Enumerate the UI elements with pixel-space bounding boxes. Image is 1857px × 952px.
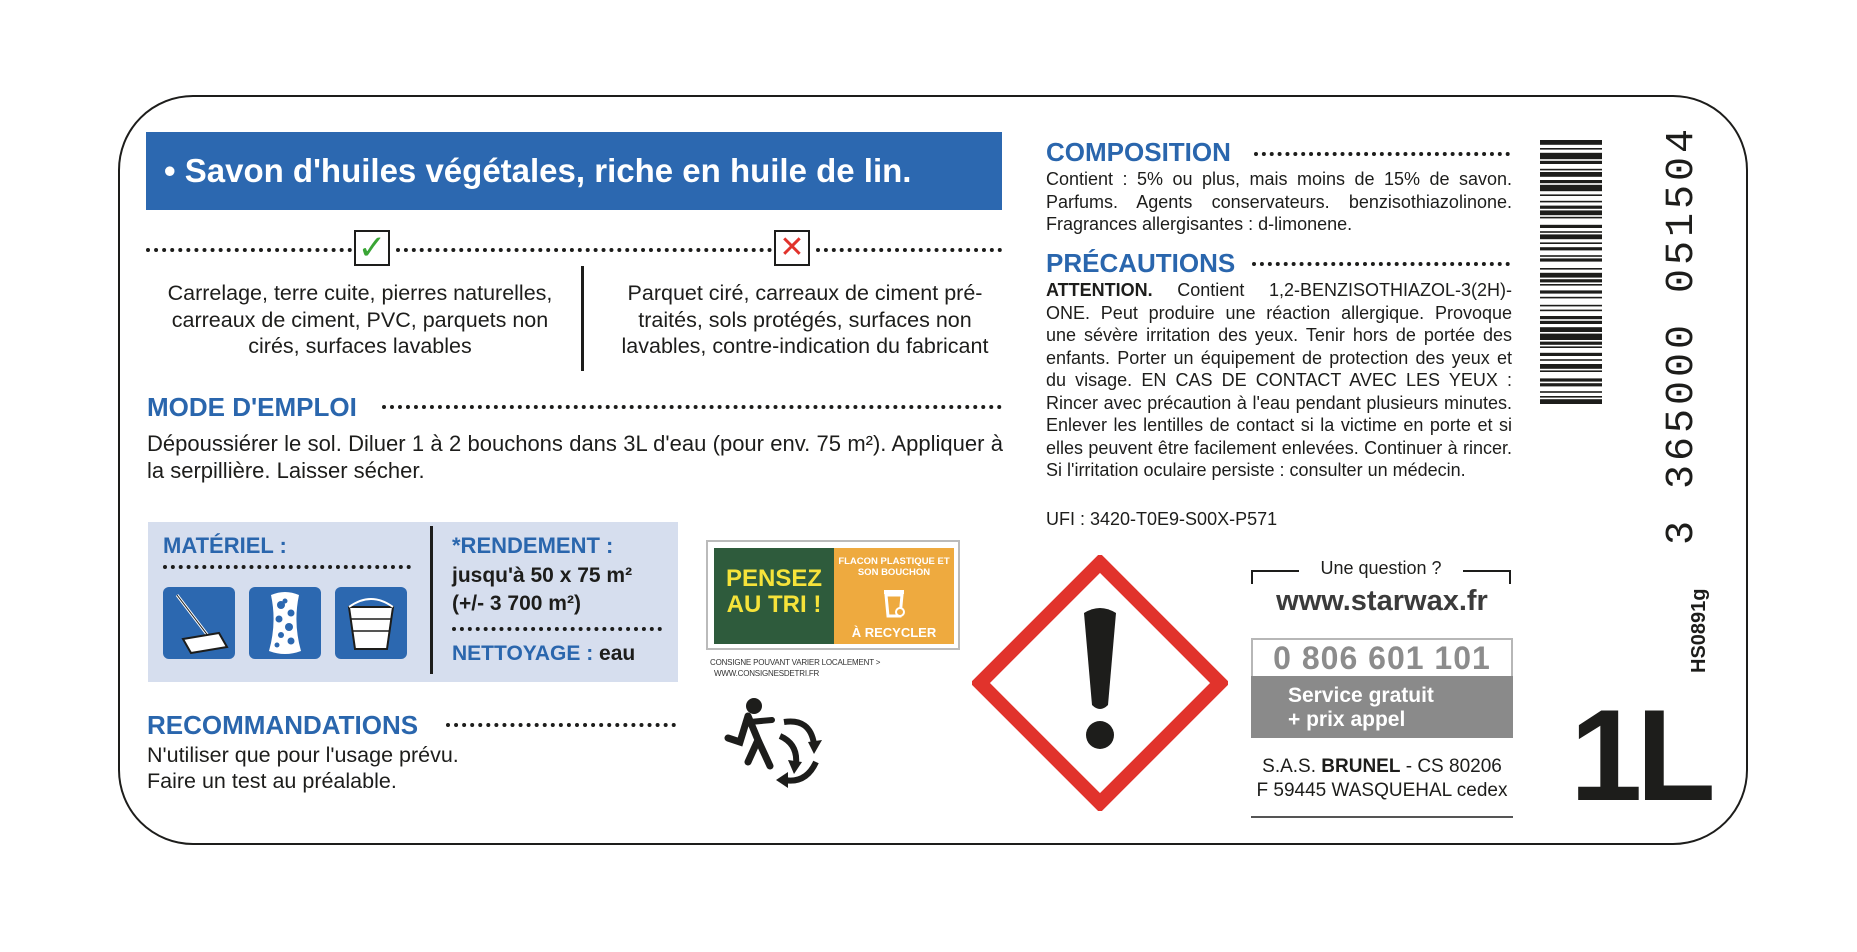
mop-icon bbox=[163, 587, 235, 659]
dotted-divider bbox=[382, 405, 1002, 409]
composition-title: COMPOSITION bbox=[1046, 137, 1231, 167]
barcode-bar bbox=[1540, 310, 1602, 312]
recycler-label: À RECYCLER bbox=[851, 625, 937, 640]
barcode-bar bbox=[1540, 185, 1602, 191]
barcode-bar bbox=[1540, 391, 1602, 393]
barcode-number: 3 365000 051504 bbox=[1660, 124, 1705, 545]
unsuitable-surfaces: Parquet ciré, carreaux de ciment pré-traités, sols protégés, surfaces non lavables, contre-indication du fabricant bbox=[621, 281, 989, 358]
consigne-note: CONSIGNE POUVANT VARIER LOCALEMENT > bbox=[710, 658, 881, 667]
question-line bbox=[1251, 570, 1299, 572]
barcode-bar bbox=[1540, 346, 1602, 348]
dotted-divider bbox=[816, 248, 1002, 252]
barcode-bar bbox=[1540, 247, 1602, 250]
exclamation-hazard-icon bbox=[972, 555, 1228, 816]
barcode-bar bbox=[1540, 321, 1602, 324]
recycle-bin-icon bbox=[874, 582, 914, 622]
nettoyage-label: NETTOYAGE : bbox=[452, 642, 594, 665]
website-link[interactable]: www.starwax.fr bbox=[1276, 585, 1488, 617]
nettoyage bbox=[452, 642, 635, 666]
precautions-body: Contient 1,2-BENZISOTHIAZOL-3(2H)-ONE. Peut produire une réaction allergique. Provoque une sévère irritation des yeux. Tenir hors de portée des enfants. Porter un équipement de protection des yeux et du visage. EN CAS DE CONTACT AVEC LES YEUX : Rincer avec précaution à l'eau pendant plusieurs minutes. Enlever les lentilles de contact si la victime en porte et si elles peuvent être facilement enlevées. Continuer à rincer. Si l'irritation oculaire persiste : consulter un médecin. bbox=[1046, 280, 1512, 480]
barcode-bar bbox=[1540, 370, 1602, 372]
ufi-code: UFI : 3420-T0E9-S00X-P571 bbox=[1046, 509, 1278, 529]
precautions-title: PRÉCAUTIONS bbox=[1046, 248, 1236, 278]
barcode-bar bbox=[1540, 273, 1602, 278]
barcode-bar bbox=[1540, 148, 1602, 150]
barcode-bar bbox=[1540, 210, 1602, 215]
barcode-bar bbox=[1540, 180, 1602, 183]
company-underline bbox=[1251, 816, 1513, 818]
barcode-bar bbox=[1540, 206, 1602, 209]
barcode-bar bbox=[1540, 194, 1602, 196]
pensez-au-tri: PENSEZ AU TRI ! bbox=[714, 548, 834, 644]
composition-text: Contient : 5% ou plus, mais moins de 15% de savon. Parfums. Agents conservateurs. benzisothiazolinone. Fragrances allergisantes : d-limonene. bbox=[1046, 169, 1512, 234]
sponge-icon bbox=[249, 587, 321, 659]
barcode-bar bbox=[1540, 399, 1602, 404]
barcode bbox=[1540, 140, 1602, 535]
column-separator bbox=[430, 526, 433, 674]
service-line: Service gratuit bbox=[1288, 684, 1434, 707]
barcode-bar bbox=[1540, 255, 1602, 257]
precautions-text bbox=[1046, 279, 1512, 482]
rendement-value bbox=[452, 562, 632, 618]
suitable-surfaces: Carrelage, terre cuite, pierres naturelles, carreaux de ciment, PVC, parquets non cirés, surfaces lavables bbox=[167, 281, 553, 358]
recommandations-text bbox=[147, 742, 459, 794]
check-icon: ✓ bbox=[354, 230, 390, 266]
barcode-bar bbox=[1540, 225, 1602, 228]
recycle-person-icon bbox=[718, 692, 828, 797]
barcode-bar bbox=[1540, 342, 1602, 345]
question-line bbox=[1509, 570, 1511, 584]
consigne-url: WWW.CONSIGNESDETRI.FR bbox=[714, 669, 820, 678]
barcode-bar bbox=[1540, 153, 1602, 159]
service-badge bbox=[1251, 676, 1513, 738]
recommandation-line: Faire un test au préalable. bbox=[147, 769, 397, 793]
barcode-bar bbox=[1540, 217, 1602, 219]
mode-emploi-title: MODE D'EMPLOI bbox=[147, 392, 357, 422]
barcode-bar bbox=[1540, 353, 1602, 356]
dotted-divider bbox=[163, 565, 411, 569]
barcode-bar bbox=[1540, 201, 1602, 203]
materiel-title: MATÉRIEL : bbox=[163, 533, 287, 558]
phone-number[interactable]: 0 806 601 101 bbox=[1251, 638, 1513, 678]
dotted-divider bbox=[1254, 152, 1510, 156]
rendement-line: jusqu'à 50 x 75 m² bbox=[452, 564, 633, 587]
nettoyage-value: eau bbox=[593, 642, 636, 665]
question-line bbox=[1463, 570, 1511, 572]
barcode-bar bbox=[1540, 316, 1602, 319]
barcode-bar bbox=[1540, 279, 1602, 282]
company-suffix: - CS 80206 bbox=[1400, 756, 1502, 777]
dotted-divider bbox=[452, 627, 662, 631]
question-label: Une question ? bbox=[1320, 558, 1442, 578]
hs-code: HS0891g bbox=[1688, 588, 1710, 673]
barcode-bar bbox=[1540, 396, 1602, 398]
barcode-bar bbox=[1540, 290, 1602, 293]
recommandations-title: RECOMMANDATIONS bbox=[147, 710, 419, 740]
barcode-bar bbox=[1540, 327, 1602, 332]
volume: 1L bbox=[1570, 682, 1710, 828]
bucket-icon bbox=[335, 587, 407, 659]
barcode-bar bbox=[1540, 334, 1602, 340]
barcode-bar bbox=[1540, 234, 1602, 239]
dotted-divider bbox=[1252, 262, 1510, 266]
dotted-divider bbox=[396, 248, 772, 252]
company-name: BRUNEL bbox=[1321, 756, 1401, 777]
barcode-bar bbox=[1540, 383, 1602, 386]
barcode-bar bbox=[1540, 231, 1602, 233]
column-separator bbox=[581, 266, 584, 371]
rendement-title: *RENDEMENT : bbox=[452, 533, 614, 558]
barcode-bar bbox=[1540, 359, 1602, 361]
mode-emploi-text: Dépoussiérer le sol. Diluer 1 à 2 bouchons dans 3L d'eau (pour env. 75 m²). Appliquer à la serpillière. Laisser sécher. bbox=[147, 431, 1003, 483]
cross-icon: ✕ bbox=[774, 230, 810, 266]
recommandation-line: N'utiliser que pour l'usage prévu. bbox=[147, 743, 459, 767]
barcode-bar bbox=[1540, 172, 1602, 177]
service-line: + prix appel bbox=[1288, 708, 1406, 731]
attention-label: ATTENTION. bbox=[1046, 280, 1153, 300]
question-line bbox=[1251, 570, 1253, 584]
barcode-bar bbox=[1540, 364, 1602, 369]
flacon-label: FLACON PLASTIQUE ET SON BOUCHON bbox=[838, 556, 950, 578]
company-address: F 59445 WASQUEHAL cedex bbox=[1256, 780, 1508, 801]
dotted-divider bbox=[446, 723, 676, 727]
rendement-line: (+/- 3 700 m²) bbox=[452, 592, 581, 615]
barcode-bar bbox=[1540, 169, 1602, 171]
barcode-bar bbox=[1540, 305, 1602, 307]
barcode-bar bbox=[1540, 258, 1602, 261]
product-banner: • Savon d'huiles végétales, riche en huile de lin. bbox=[146, 132, 1002, 210]
barcode-bar bbox=[1540, 378, 1602, 381]
company-prefix: S.A.S. bbox=[1262, 756, 1322, 777]
triman-info-box bbox=[706, 540, 960, 650]
barcode-bar bbox=[1540, 268, 1602, 270]
barcode-bar bbox=[1540, 161, 1602, 164]
dotted-divider bbox=[146, 248, 352, 252]
barcode-bar bbox=[1540, 140, 1602, 145]
company-info bbox=[1251, 755, 1513, 803]
flacon-recycler bbox=[834, 548, 954, 644]
barcode-bar bbox=[1540, 242, 1602, 244]
barcode-bar bbox=[1540, 297, 1602, 299]
barcode-bar bbox=[1540, 284, 1602, 286]
